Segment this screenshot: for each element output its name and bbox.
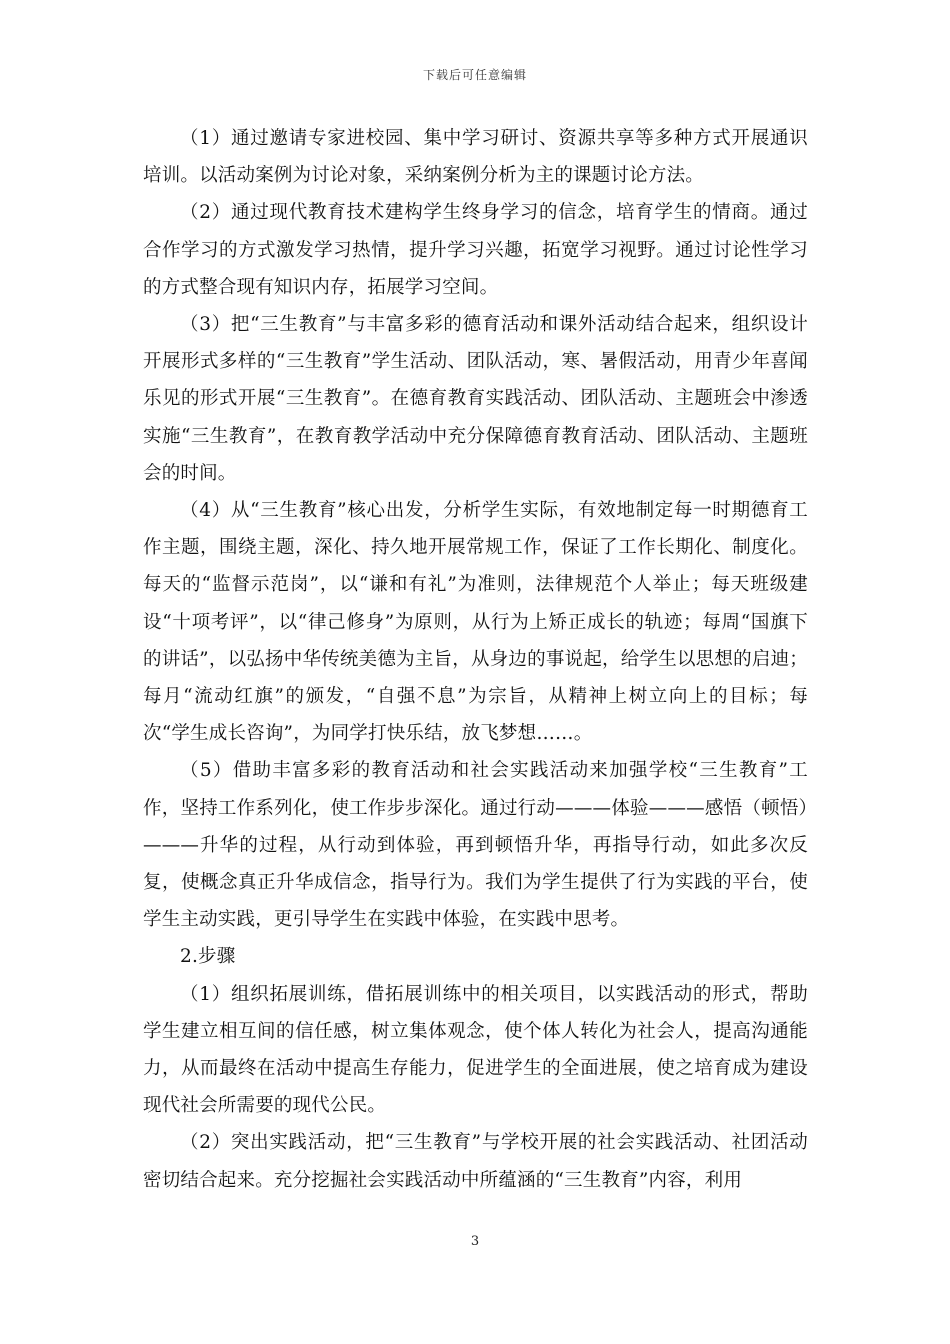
paragraph-6: （1）组织拓展训练，借拓展训练中的相关项目，以实践活动的形式，帮助学生建立相互间的信任感，树立集体观念，使个体人转化为社会人，提高沟通能力，从而最终在活动中提高生存能力，促进学生的全面进展，使之培育成为建设现代社会所需要的现代公民。 — [143, 983, 808, 1117]
paragraph-4: （4）从“三生教育”核心出发，分析学生实际，有效地制定每一时期德育工作主题，围绕主题，深化、持久地开展常规工作，保证了工作长期化、制度化。每天的“监督示范岗”，以“谦和有礼”为准则，法律规范个人举止；每天班级建设“十项考评”，以“律己修身”为原则，从行为上矫正成长的轨迹；每周“国旗下的讲话”，以弘扬中华传统美德为主旨，从身边的事说起，给学生以思想的启迪；每月“流动红旗”的颁发，“自强不息”为宗旨，从精神上树立向上的目标；每次“学生成长咨询”，为同学打快乐结，放飞梦想……。 — [143, 500, 808, 745]
paragraph-7: （2）突出实践活动，把“三生教育”与学校开展的社会实践活动、社团活动密切结合起来。充分挖掘社会实践活动中所蕴涵的“三生教育”内容，利用 — [143, 1132, 808, 1191]
body-text — [143, 120, 808, 1199]
paragraph-2: （2）通过现代教育技术建构学生终身学习的信念，培育学生的情商。通过合作学习的方式激发学习热情，提升学习兴趣，拓宽学习视野。通过讨论性学习的方式整合现有知识内存，拓展学习空间。 — [143, 202, 808, 298]
paragraph-5: （5）借助丰富多彩的教育活动和社会实践活动来加强学校“三生教育”工作，坚持工作系列化，使工作步步深化。通过行动———体验———感悟（顿悟）———升华的过程，从行动到体验，再到顿悟升华，再指导行动，如此多次反复，使概念真正升华成信念，指导行为。我们为学生提供了行为实践的平台，使学生主动实践，更引导学生在实践中体验，在实践中思考。 — [143, 760, 808, 931]
section-heading-steps: 2.步骤 — [180, 946, 236, 968]
paragraph-1: （1）通过邀请专家进校园、集中学习研讨、资源共享等多种方式开展通识培训。以活动案例为讨论对象，采纳案例分析为主的课题讨论方法。 — [143, 128, 808, 187]
header-note: 下载后可任意编辑 — [422, 68, 527, 82]
paragraph-3: （3）把“三生教育”与丰富多彩的德育活动和课外活动结合起来，组织设计开展形式多样的“三生教育”学生活动、团队活动，寒、暑假活动，用青少年喜闻乐见的形式开展“三生教育”。在德育教育实践活动、团队活动、主题班会中渗透实施“三生教育”，在教育教学活动中充分保障德育教育活动、团队活动、主题班会的时间。 — [143, 314, 808, 484]
page-number: 3 — [470, 1234, 480, 1249]
